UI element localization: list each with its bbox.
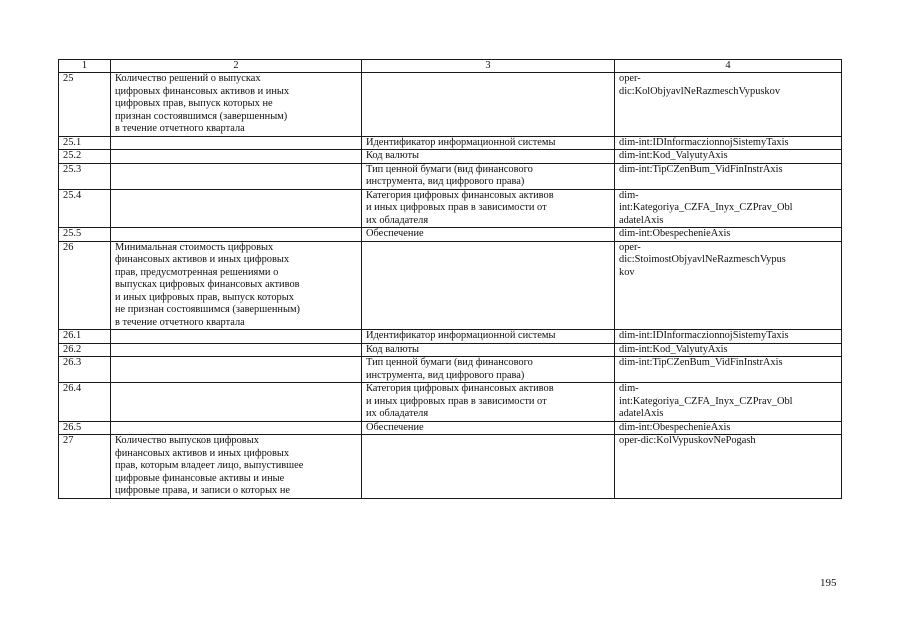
header-cell: 2 (111, 60, 362, 73)
table-row (59, 357, 842, 383)
row-number-cell: 26 (59, 241, 111, 330)
table-row (59, 330, 842, 344)
code-cell: dim- int:Kategoriya_CZFA_Inyx_CZPrav_Obl adatelAxis (615, 189, 842, 228)
code-cell: oper-dic:KolVypuskovNePogash (615, 435, 842, 499)
header-row (59, 60, 842, 73)
row-number-cell: 25.4 (59, 189, 111, 228)
row-number-cell: 25.1 (59, 136, 111, 150)
code-cell: dim-int:Kod_ValyutyAxis (615, 343, 842, 357)
code-cell: dim-int:IDInformaczionnojSistemyTaxis (615, 330, 842, 344)
dimension-cell: Код валюты (362, 150, 615, 164)
indicator-cell (111, 421, 362, 435)
header-cell: 3 (362, 60, 615, 73)
data-table (58, 59, 842, 499)
code-cell: dim-int:ObespechenieAxis (615, 228, 842, 242)
row-number-cell: 26.2 (59, 343, 111, 357)
code-cell: dim-int:TipCZenBum_VidFinInstrAxis (615, 357, 842, 383)
table-row (59, 343, 842, 357)
code-cell: dim-int:IDInformaczionnojSistemyTaxis (615, 136, 842, 150)
dimension-cell (362, 435, 615, 499)
indicator-cell (111, 228, 362, 242)
row-number-cell: 25.5 (59, 228, 111, 242)
dimension-cell: Идентификатор информационной системы (362, 330, 615, 344)
row-number-cell: 26.3 (59, 357, 111, 383)
dimension-cell: Код валюты (362, 343, 615, 357)
header-cell: 4 (615, 60, 842, 73)
code-cell: dim-int:Kod_ValyutyAxis (615, 150, 842, 164)
dimension-cell: Тип ценной бумаги (вид финансового инструмента, вид цифрового права) (362, 357, 615, 383)
dimension-cell: Идентификатор информационной системы (362, 136, 615, 150)
row-number-cell: 25 (59, 73, 111, 137)
dimension-cell: Тип ценной бумаги (вид финансового инструмента, вид цифрового права) (362, 163, 615, 189)
code-cell: dim-int:TipCZenBum_VidFinInstrAxis (615, 163, 842, 189)
indicator-cell: Количество выпусков цифровых финансовых активов и иных цифровых прав, которым владеет лицо, выпустившее цифровые финансовые активы и иные цифровые права, и записи о которых не (111, 435, 362, 499)
code-cell: oper- dic:KolObjyavlNeRazmeschVypuskov (615, 73, 842, 137)
table-row (59, 383, 842, 422)
dimension-cell: Обеспечение (362, 228, 615, 242)
dimension-cell (362, 241, 615, 330)
table-row (59, 421, 842, 435)
indicator-cell (111, 150, 362, 164)
dimension-cell (362, 73, 615, 137)
indicator-cell: Количество решений о выпусках цифровых финансовых активов и иных цифровых прав, выпуск которых не признан состоявшимся (завершенным) в течение отчетного квартала (111, 73, 362, 137)
table-row (59, 189, 842, 228)
indicator-cell (111, 189, 362, 228)
dimension-cell: Обеспечение (362, 421, 615, 435)
table-row (59, 435, 842, 499)
row-number-cell: 25.3 (59, 163, 111, 189)
code-cell: oper- dic:StoimostObjyavlNeRazmeschVypus kov (615, 241, 842, 330)
row-number-cell: 26.4 (59, 383, 111, 422)
table-row (59, 163, 842, 189)
row-number-cell: 26.1 (59, 330, 111, 344)
row-number-cell: 26.5 (59, 421, 111, 435)
indicator-cell: Минимальная стоимость цифровых финансовых активов и иных цифровых прав, предусмотренная решениями о выпусках цифровых финансовых активов и иных цифровых прав, выпуск которых не признан состоявшимся (завершенным) в течение отчетного квартала (111, 241, 362, 330)
row-number-cell: 27 (59, 435, 111, 499)
table-row (59, 136, 842, 150)
dimension-cell: Категория цифровых финансовых активов и иных цифровых прав в зависимости от их обладателя (362, 383, 615, 422)
dimension-cell: Категория цифровых финансовых активов и иных цифровых прав в зависимости от их обладателя (362, 189, 615, 228)
indicator-cell (111, 383, 362, 422)
indicator-cell (111, 330, 362, 344)
row-number-cell: 25.2 (59, 150, 111, 164)
indicator-cell (111, 163, 362, 189)
code-cell: dim-int:ObespechenieAxis (615, 421, 842, 435)
code-cell: dim- int:Kategoriya_CZFA_Inyx_CZPrav_Obl adatelAxis (615, 383, 842, 422)
table-row (59, 73, 842, 137)
indicator-cell (111, 343, 362, 357)
table-row (59, 228, 842, 242)
header-cell: 1 (59, 60, 111, 73)
table-row (59, 241, 842, 330)
indicator-cell (111, 357, 362, 383)
table-row (59, 150, 842, 164)
page-number: 195 (820, 577, 837, 589)
indicator-cell (111, 136, 362, 150)
